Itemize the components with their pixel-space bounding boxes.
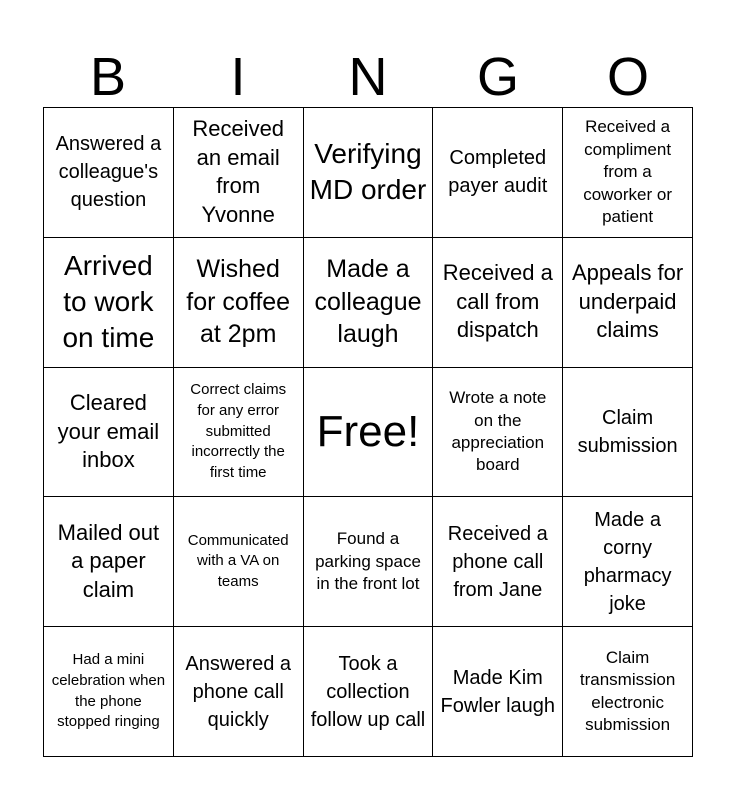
free-space-label: Free! [316, 406, 420, 456]
bingo-cell-r5c3[interactable] [304, 627, 434, 757]
bingo-cell-r4c1[interactable] [44, 497, 174, 627]
header-letter-o: O [606, 47, 649, 107]
bingo-cell-r3c4[interactable] [433, 368, 563, 498]
bingo-cell-r4c4[interactable] [433, 497, 563, 627]
cell-label: Wished for coffee at 2pm [186, 255, 291, 349]
cell-label: Received a compliment from a coworker or patient [583, 117, 672, 227]
cell-label: Correct claims for any error submitted incorrectly the first time [190, 381, 287, 482]
bingo-cell-r2c1[interactable] [44, 238, 174, 368]
cell-label: Answered a colleague's question [55, 133, 162, 212]
cell-label: Arrived to work on time [62, 249, 155, 354]
header-letter-g: G [476, 47, 519, 107]
bingo-cell-r5c4[interactable] [433, 627, 563, 757]
cell-label: Made Kim Fowler laugh [440, 666, 556, 717]
bingo-cell-r2c5[interactable] [563, 238, 693, 368]
bingo-cell-r1c1[interactable] [44, 108, 174, 238]
header-letter-b: B [89, 47, 127, 107]
bingo-cell-r5c2[interactable] [174, 627, 304, 757]
bingo-cell-free-space[interactable] [304, 368, 434, 498]
bingo-cell-r3c5[interactable] [563, 368, 693, 498]
bingo-cell-r5c1[interactable] [44, 627, 174, 757]
cell-label: Cleared your email inbox [57, 390, 160, 473]
cell-label: Received a phone call from Jane [447, 522, 548, 601]
bingo-cell-r1c4[interactable] [433, 108, 563, 238]
bingo-cell-r3c1[interactable] [44, 368, 174, 498]
cell-label: Verifying MD order [309, 138, 427, 206]
cell-label: Made a corny pharmacy joke [583, 508, 672, 615]
bingo-cell-r2c2[interactable] [174, 238, 304, 368]
bingo-cell-r4c3[interactable] [304, 497, 434, 627]
header-letter-i: I [230, 47, 246, 107]
cell-label: Received an email from Yvonne [192, 116, 285, 227]
bingo-cell-r2c3[interactable] [304, 238, 434, 368]
cell-label: Claim transmission electronic submission [579, 647, 676, 735]
header-letter-n: N [348, 47, 388, 107]
cell-label: Received a call from dispatch [442, 260, 553, 343]
cell-label: Made a colleague laugh [314, 255, 422, 349]
bingo-board [43, 107, 693, 757]
cell-label: Mailed out a paper claim [57, 519, 160, 603]
bingo-header [43, 48, 693, 106]
cell-label: Completed payer audit [448, 147, 548, 198]
cell-label: Wrote a note on the appreciation board [449, 388, 547, 475]
bingo-cell-r4c5[interactable] [563, 497, 693, 627]
cell-label: Found a parking space in the front lot [315, 529, 421, 593]
bingo-cell-r1c5[interactable] [563, 108, 693, 238]
cell-label: Appeals for underpaid claims [571, 260, 684, 343]
cell-label: Had a mini celebration when the phone stopped ringing [51, 651, 166, 731]
bingo-cell-r2c4[interactable] [433, 238, 563, 368]
cell-label: Took a collection follow up call [310, 652, 426, 731]
cell-label: Communicated with a VA on teams [187, 531, 289, 591]
bingo-cell-r1c3[interactable] [304, 108, 434, 238]
bingo-cell-r4c2[interactable] [174, 497, 304, 627]
bingo-cell-r3c2[interactable] [174, 368, 304, 498]
bingo-cell-r1c2[interactable] [174, 108, 304, 238]
cell-label: Answered a phone call quickly [185, 652, 291, 731]
bingo-cell-r5c5[interactable] [563, 627, 693, 757]
cell-label: Claim submission [577, 406, 678, 457]
